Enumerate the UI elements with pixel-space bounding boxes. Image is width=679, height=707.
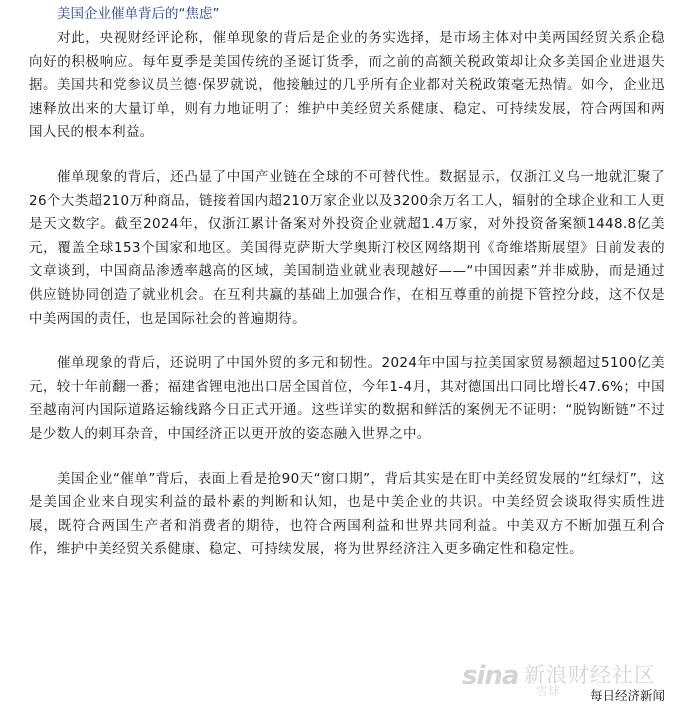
source-label: 每日经济新闻 [589,688,665,703]
section-heading: 美国企业催单背后的“焦虑” [57,6,220,22]
watermark-name: 新浪财经社区 [524,663,656,687]
paragraph-1: 对此，央视财经评论称，催单现象的背后是企业的务实选择，是市场主体对中美两国经贸关系企稳向好的积极响应。每年夏季是美国传统的圣诞订货季，而之前的高额关税政策却让众多美国企业进退失据。美国共和党参议员兰德·保罗就说，他接触过的几乎所有企业都对关税政策毫无热情。如今，企业迅速释放出来的大量订单，则有力地证明了：维护中美经贸关系健康、稳定、可持续发展，符合两国和两国人民的根本利益。 [29,30,665,141]
article-body [29,0,665,562]
paragraph-spacer [29,145,665,166]
paragraph-spacer [29,331,665,352]
paragraph-4: 美国企业“催单”背后，表面上看是抢90天“窗口期”，背后其实是在盯中美经贸发展的“红绿灯”，这是美国企业来自现实利益的最朴素的判断和认知，也是中美企业的共识。中美经贸会谈取得实质性进展，既符合两国生产者和消费者的期待，也符合两国利益和世界共同利益。中美双方不断加强互利合作，维护中美经贸关系健康、稳定、可持续发展，将为世界经济注入更多确定性和稳定性。 [29,470,665,558]
sina-logo-icon: sina [462,661,519,691]
paragraph-spacer [29,447,665,468]
paragraph-3: 催单现象的背后，还说明了中国外贸的多元和韧性。2024年中国与拉美国家贸易额超过5100亿美元，较十年前翻一番；福建省锂电池出口居全国首位，今年1-4月，其对德国出口同比增长47.6%；中国至越南河内国际道路运输线路今日正式开通。这些详实的数据和鲜活的案例无不证明：“脱钩断链”不过是少数人的刺耳杂音，中国经济正以更开放的姿态融入世界之中。 [29,355,665,442]
watermark-sub: 雪球 [536,684,561,698]
paragraph-2: 催单现象的背后，还凸显了中国产业链在全球的不可替代性。数据显示，仅浙江义乌一地就汇聚了26个大类超210万种商品，链接着国内超210万家企业以及3200余万名工人，辐射的全球企业和工人更是天文数字。截至2024年，仅浙江累计备案对外投资企业就超1.4万家，对外投资备案额1448.8亿美元，覆盖全球153个国家和地区。美国得克萨斯大学奥斯汀校区网络期刊《奇维塔斯展望》日前发表的文章谈到，中国商品渗透率越高的区域，美国制造业就业表现越好——“中国因素”并非威胁，而是通过供应链协同创造了就业机会。在互利共赢的基础上加强合作，在相互尊重的前提下管控分歧，这不仅是中美两国的责任，也是国际社会的普遍期待。 [29,168,665,327]
